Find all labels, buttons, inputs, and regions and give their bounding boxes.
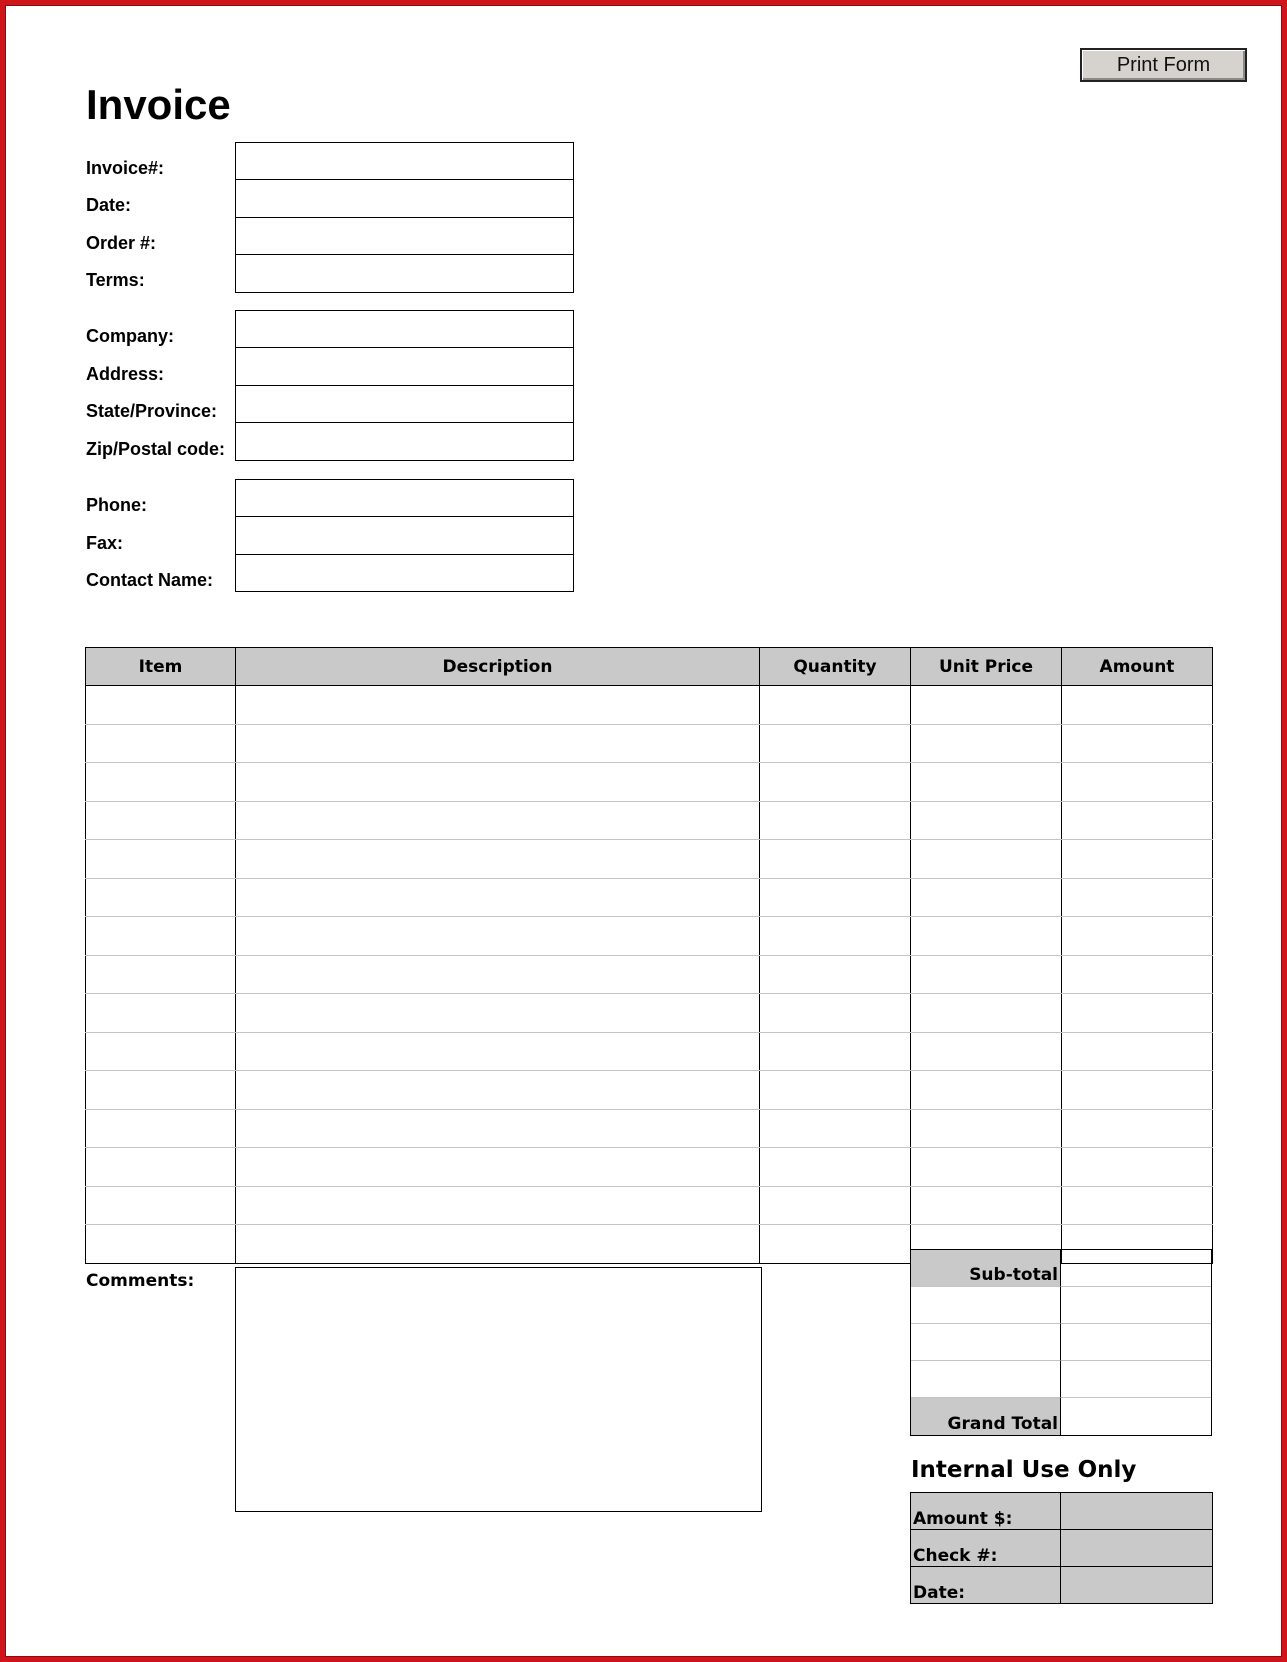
quantity-cell[interactable] [760, 1032, 911, 1071]
amount-cell[interactable] [1062, 1109, 1213, 1148]
internal-check-label: Check #: [911, 1530, 1061, 1567]
unit-price-column-header: Unit Price [911, 648, 1062, 686]
unit-price-cell[interactable] [911, 1148, 1062, 1187]
unit-price-cell[interactable] [911, 840, 1062, 879]
amount-cell[interactable] [1062, 878, 1213, 917]
state-province-field[interactable] [235, 386, 574, 424]
description-cell[interactable] [236, 724, 760, 763]
item-cell[interactable] [86, 801, 236, 840]
quantity-cell[interactable] [760, 686, 911, 725]
amount-cell[interactable] [1062, 840, 1213, 879]
zip-postal-code-field[interactable] [235, 423, 574, 461]
internal-date-label: Date: [911, 1567, 1061, 1604]
quantity-cell[interactable] [760, 955, 911, 994]
quantity-cell[interactable] [760, 917, 911, 956]
description-cell[interactable] [236, 1225, 760, 1264]
comments-label: Comments: [86, 1271, 195, 1291]
address-label: Address: [86, 364, 165, 384]
internal-amount-label: Amount $: [911, 1493, 1061, 1530]
item-cell[interactable] [86, 686, 236, 725]
contact-fields-group [235, 479, 574, 592]
unit-price-cell[interactable] [911, 686, 1062, 725]
print-form-button[interactable]: Print Form [1080, 48, 1247, 82]
unit-price-cell[interactable] [911, 1032, 1062, 1071]
quantity-cell[interactable] [760, 1186, 911, 1225]
phone-label: Phone: [86, 495, 147, 515]
quantity-cell[interactable] [760, 801, 911, 840]
fax-label: Fax: [86, 533, 124, 553]
item-cell[interactable] [86, 724, 236, 763]
address-field[interactable] [235, 348, 574, 386]
amount-cell[interactable] [1062, 724, 1213, 763]
description-cell[interactable] [236, 1032, 760, 1071]
internal-check-field[interactable] [1061, 1530, 1213, 1567]
date-label: Date: [86, 195, 132, 215]
quantity-cell[interactable] [760, 1148, 911, 1187]
unit-price-cell[interactable] [911, 955, 1062, 994]
description-cell[interactable] [236, 955, 760, 994]
amount-cell[interactable] [1062, 955, 1213, 994]
amount-cell[interactable] [1062, 1186, 1213, 1225]
extra-total-field[interactable] [1061, 1287, 1211, 1324]
description-cell[interactable] [236, 1109, 760, 1148]
description-cell[interactable] [236, 763, 760, 802]
item-cell[interactable] [86, 917, 236, 956]
description-column-header: Description [236, 648, 760, 686]
state-province-label: State/Province: [86, 401, 218, 421]
item-cell[interactable] [86, 1148, 236, 1187]
amount-cell[interactable] [1062, 1032, 1213, 1071]
unit-price-cell[interactable] [911, 763, 1062, 802]
internal-use-title: Internal Use Only [911, 1457, 1137, 1483]
amount-cell[interactable] [1062, 994, 1213, 1033]
unit-price-cell[interactable] [911, 994, 1062, 1033]
line-items-body [86, 686, 1213, 1264]
item-cell[interactable] [86, 763, 236, 802]
item-cell[interactable] [86, 878, 236, 917]
description-cell[interactable] [236, 1071, 760, 1110]
description-cell[interactable] [236, 1186, 760, 1225]
invoice-number-label: Invoice#: [86, 158, 165, 178]
table-row [86, 1148, 1213, 1187]
table-row [86, 1109, 1213, 1148]
grand-total-field[interactable] [1061, 1398, 1211, 1435]
quantity-cell[interactable] [760, 1109, 911, 1148]
description-cell[interactable] [236, 801, 760, 840]
invoice-number-field[interactable] [235, 142, 574, 180]
amount-cell[interactable] [1062, 801, 1213, 840]
quantity-cell[interactable] [760, 724, 911, 763]
extra-total-field[interactable] [1061, 1361, 1211, 1398]
table-row [86, 840, 1213, 879]
quantity-cell[interactable] [760, 840, 911, 879]
description-cell[interactable] [236, 917, 760, 956]
quantity-column-header: Quantity [760, 648, 911, 686]
unit-price-cell[interactable] [911, 1186, 1062, 1225]
extra-total-label [911, 1324, 1061, 1361]
fax-field[interactable] [235, 517, 574, 555]
order-number-field[interactable] [235, 218, 574, 256]
company-field[interactable] [235, 310, 574, 348]
totals-block [910, 1249, 1212, 1436]
table-row [86, 917, 1213, 956]
zip-postal-code-label: Zip/Postal code: [86, 439, 226, 459]
grand-total-label: Grand Total [911, 1398, 1061, 1435]
internal-date-field[interactable] [1061, 1567, 1213, 1604]
quantity-cell[interactable] [760, 994, 911, 1033]
unit-price-cell[interactable] [911, 724, 1062, 763]
phone-field[interactable] [235, 479, 574, 517]
table-row [86, 1071, 1213, 1110]
amount-cell[interactable] [1062, 1071, 1213, 1110]
amount-cell[interactable] [1062, 763, 1213, 802]
amount-column-header: Amount [1062, 648, 1213, 686]
table-row [86, 801, 1213, 840]
table-row [86, 955, 1213, 994]
terms-field[interactable] [235, 255, 574, 293]
item-cell[interactable] [86, 994, 236, 1033]
table-row [86, 724, 1213, 763]
company-label: Company: [86, 326, 175, 346]
quantity-cell[interactable] [760, 1225, 911, 1264]
table-header-row [86, 648, 1213, 686]
item-cell[interactable] [86, 1109, 236, 1148]
page-title: Invoice [86, 81, 231, 128]
table-row [86, 686, 1213, 725]
description-cell[interactable] [236, 878, 760, 917]
subtotal-label: Sub-total [911, 1250, 1061, 1287]
table-row [86, 763, 1213, 802]
item-cell[interactable] [86, 1225, 236, 1264]
unit-price-cell[interactable] [911, 1109, 1062, 1148]
extra-total-field[interactable] [1061, 1324, 1211, 1361]
internal-use-table [910, 1492, 1213, 1604]
table-row [86, 1032, 1213, 1071]
contact-name-field[interactable] [235, 555, 574, 593]
item-column-header: Item [86, 648, 236, 686]
subtotal-field[interactable] [1061, 1250, 1211, 1287]
item-cell[interactable] [86, 1186, 236, 1225]
line-items-table [85, 647, 1213, 1264]
description-cell[interactable] [236, 994, 760, 1033]
item-cell[interactable] [86, 1032, 236, 1071]
table-row [86, 1186, 1213, 1225]
date-field[interactable] [235, 180, 574, 218]
terms-label: Terms: [86, 270, 145, 290]
amount-cell[interactable] [1062, 1148, 1213, 1187]
company-fields-group [235, 310, 574, 461]
comments-field[interactable] [235, 1267, 762, 1512]
item-cell[interactable] [86, 1071, 236, 1110]
description-cell[interactable] [236, 1148, 760, 1187]
order-number-label: Order #: [86, 233, 157, 253]
table-row [86, 994, 1213, 1033]
amount-cell[interactable] [1062, 917, 1213, 956]
unit-price-cell[interactable] [911, 801, 1062, 840]
extra-total-label [911, 1361, 1061, 1398]
amount-cell[interactable] [1062, 686, 1213, 725]
description-cell[interactable] [236, 840, 760, 879]
unit-price-cell[interactable] [911, 917, 1062, 956]
unit-price-cell[interactable] [911, 878, 1062, 917]
description-cell[interactable] [236, 686, 760, 725]
quantity-cell[interactable] [760, 878, 911, 917]
extra-total-label [911, 1287, 1061, 1324]
unit-price-cell[interactable] [911, 1071, 1062, 1110]
contact-name-label: Contact Name: [86, 570, 214, 590]
quantity-cell[interactable] [760, 1071, 911, 1110]
item-cell[interactable] [86, 955, 236, 994]
table-row [86, 878, 1213, 917]
order-fields-group [235, 142, 574, 293]
internal-amount-field[interactable] [1061, 1493, 1213, 1530]
item-cell[interactable] [86, 840, 236, 879]
quantity-cell[interactable] [760, 763, 911, 802]
